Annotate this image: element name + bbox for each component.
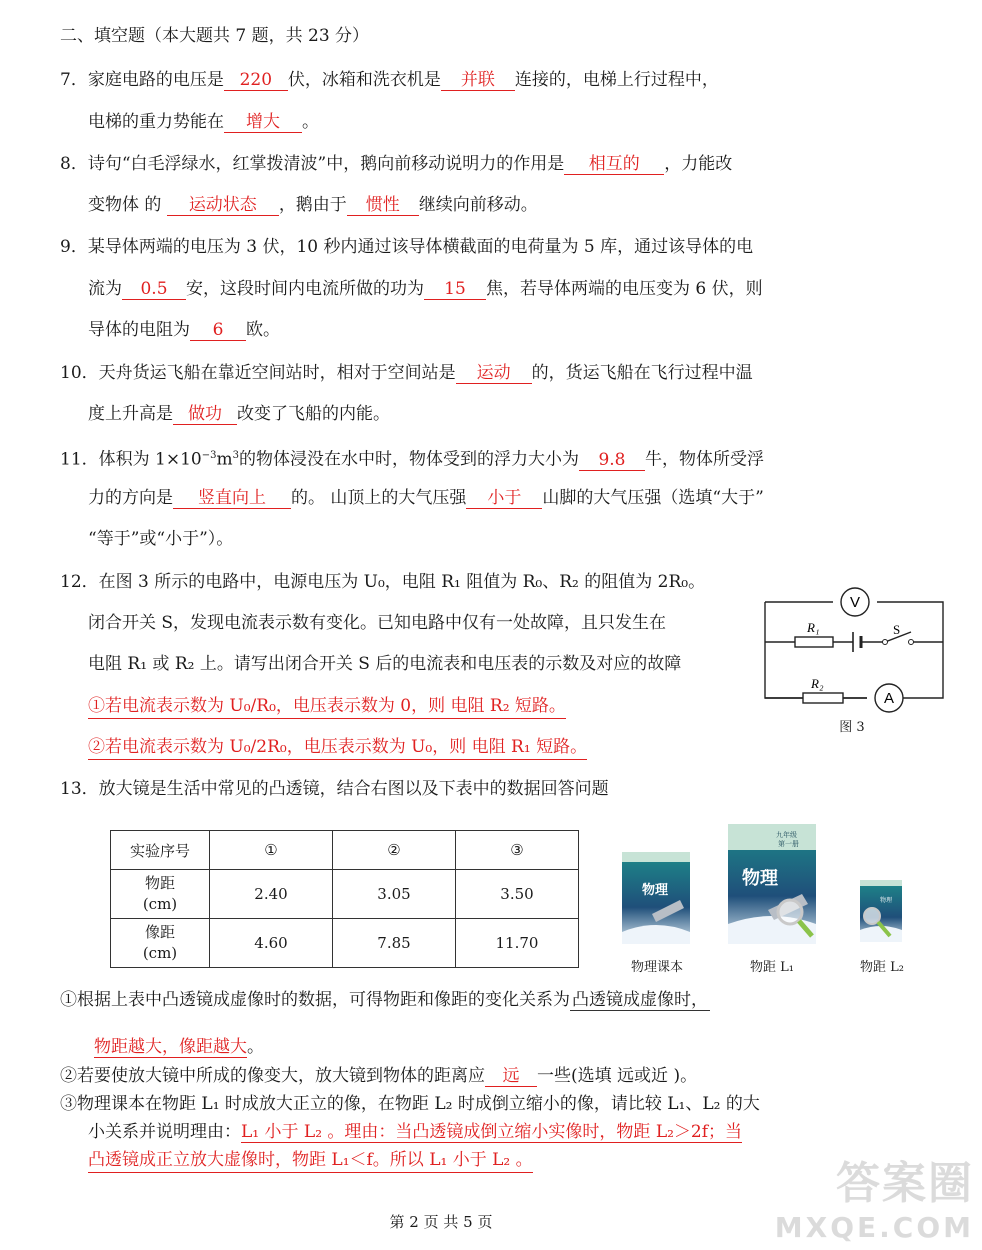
image-caption-l1: 物距 L₁ — [750, 960, 794, 975]
q8-answer-force: 相互的 — [564, 154, 664, 175]
book-title: 物理 — [742, 868, 778, 889]
resistor-r1-label: R₁ — [807, 620, 820, 635]
question-7-line-1 — [60, 68, 719, 92]
q10-answer-work: 做功 — [173, 404, 237, 425]
question-9-line-3 — [88, 318, 280, 342]
q13-part-3-line-1: ③物理课本在物距 L₁ 时成放大正立的像，在物距 L₂ 时成倒立缩小的像，请比较 L₁、L₂ 的大 — [60, 1094, 760, 1114]
row-label-unit: (cm) — [142, 895, 178, 913]
table-row — [111, 919, 579, 968]
small-textbook-image — [860, 880, 902, 942]
q9-text: 焦，若导体两端的电压变为 6 伏，则 — [486, 279, 763, 299]
switch-label: S — [893, 622, 901, 637]
book-grade-label: 九年级 — [776, 831, 797, 839]
table-row — [111, 870, 579, 919]
q9-text: 导体的电阻为 — [88, 320, 190, 340]
question-11-line-2 — [88, 486, 764, 510]
q13-part-2-text: 一些(选填 远或近 )。 — [537, 1066, 698, 1086]
table-cell: 3.05 — [333, 870, 456, 919]
q9-answer-work: 15 — [424, 279, 486, 300]
q12-answer-1: ①若电流表示数为 U₀/R₀，电压表示数为 0，则 电阻 R₂ 短路。 — [88, 694, 566, 719]
q13-part-1-end: 。 — [247, 1037, 264, 1057]
q11-text: 的物体浸没在水中时，物体受到的浮力大小为 — [238, 449, 579, 470]
table-cell: 7.85 — [333, 919, 456, 968]
table-cell: 3.50 — [456, 870, 579, 919]
q7-answer-voltage: 220 — [224, 70, 288, 91]
q7-text: 连接的，电梯上行过程中， — [514, 70, 719, 90]
q13-part-1-line-2 — [94, 1035, 264, 1059]
q11-text: 力的方向是 — [88, 488, 173, 508]
resistor-r2-label: R₂ — [811, 676, 824, 691]
q8-text: 变物体 的 — [88, 195, 162, 215]
q11-text: 山脚的大气压强（选填“大于” — [542, 488, 764, 508]
q13-part-1-text: ①根据上表中凸透镜成虚像时的数据，可得物距和像距的变化关系为 — [60, 990, 570, 1010]
table-header-cell: ② — [333, 831, 456, 870]
magnified-textbook-image — [728, 824, 816, 944]
q13-part-3-answer-2: 凸透镜成正立放大虚像时，物距 L₁＜f。所以 L₁ 小于 L₂ 。 — [88, 1148, 533, 1173]
resistor-r1 — [795, 637, 833, 647]
q7-text: 。 — [302, 112, 319, 132]
q11-exponent: 3 — [232, 450, 239, 461]
book-title: 物理 — [642, 883, 669, 898]
q10-text: 度上升高是 — [88, 404, 173, 424]
q13-part-1-answer-a: 凸透镜成虚像时， — [572, 990, 708, 1010]
earth-horizon — [728, 916, 816, 944]
watermark — [774, 1147, 974, 1242]
q7-answer-energy: 增大 — [224, 112, 302, 133]
switch-contact — [909, 640, 914, 645]
q7-text: 7．家庭电路的电压是 — [60, 70, 224, 90]
book-volume-label: 第一册 — [778, 840, 799, 848]
table-header-row — [111, 831, 579, 870]
book-top-band — [622, 852, 690, 862]
watermark-url: MXQE.COM — [774, 1211, 974, 1244]
q7-text: 电梯的重力势能在 — [88, 112, 224, 132]
question-10-line-1 — [60, 361, 753, 385]
q10-text: 改变了飞船的内能。 — [237, 404, 390, 424]
row-label-unit: (cm) — [142, 944, 178, 962]
q11-exponent: −3 — [201, 450, 217, 461]
magnifier-lens-icon — [864, 908, 880, 924]
q9-text: 安，这段时间内电流所做的功为 — [186, 279, 424, 299]
row-label-text: 物距 — [144, 874, 175, 892]
table-cell: 11.70 — [456, 919, 579, 968]
table-cell: 4.60 — [210, 919, 333, 968]
book-title-small: 物理 — [880, 897, 893, 904]
book-top-band — [728, 824, 816, 850]
page-footer: 第 2 页 共 5 页 — [389, 1213, 493, 1231]
question-10-line-2 — [88, 402, 390, 426]
q11-answer-direction: 竖直向上 — [173, 488, 291, 509]
question-7-line-2 — [88, 110, 319, 134]
q13-part-1-answer-b: 物距越大，像距越大 — [94, 1037, 247, 1057]
image-caption-textbook: 物理课本 — [630, 960, 683, 975]
q7-text: 伏，冰箱和洗衣机是 — [287, 70, 441, 90]
watermark-title: 答案圈 — [836, 1158, 974, 1209]
q13-part-2 — [60, 1064, 697, 1088]
q11-text: 的。 山顶上的大气压强 — [291, 488, 467, 508]
question-8-line-1 — [60, 152, 732, 176]
q9-answer-current: 0.5 — [122, 279, 186, 300]
q10-text: 10．天舟货运飞船在靠近空间站时，相对于空间站是 — [60, 363, 456, 383]
q11-answer-pressure: 小于 — [466, 488, 542, 509]
q10-text: 的，货运飞船在飞行过程中温 — [531, 363, 753, 383]
table-header-cell: 实验序号 — [111, 831, 210, 870]
q8-text: ，鹅由于 — [278, 195, 347, 215]
q7-answer-connection: 并联 — [441, 70, 515, 91]
q11-text: m — [216, 449, 233, 470]
question-13-intro: 13．放大镜是生活中常见的凸透镜，结合右图以及下表中的数据回答问题 — [60, 779, 609, 799]
image-caption-l2: 物距 L₂ — [860, 960, 904, 975]
q8-text: 8．诗句“白毛浮绿水，红掌拨清波”中，鹅向前移动说明力的作用是 — [60, 154, 565, 174]
section-heading: 二、填空题（本大题共 7 题，共 23 分） — [60, 26, 370, 46]
q8-text: 继续向前移动。 — [418, 195, 538, 215]
question-11-line-1 — [60, 444, 764, 472]
q10-answer-motion: 运动 — [456, 363, 532, 384]
q13-part-1-line-1 — [60, 988, 710, 1012]
question-12-line-1: 12．在图 3 所示的电路中，电源电压为 U₀，电阻 R₁ 阻值为 R₀、R₂ 的阻值为 2R₀。 — [60, 572, 706, 592]
q8-answer-inertia: 惯性 — [347, 195, 419, 216]
q11-answer-buoyancy: 9.8 — [579, 450, 645, 471]
q8-text: ，力能改 — [664, 154, 733, 174]
q13-part-2-answer: 远 — [485, 1066, 537, 1087]
q11-text: 牛，物体所受浮 — [644, 449, 764, 470]
question-9-line-1: 9．某导体两端的电压为 3 伏，10 秒内通过该导体横截面的电荷量为 5 库，通过该导体的电 — [60, 237, 754, 257]
q12-answer-2: ②若电流表示数为 U₀/2R₀，电压表示数为 U₀，则 电阻 R₁ 短路。 — [88, 735, 587, 760]
row-label — [111, 870, 210, 919]
question-12-line-2: 闭合开关 S，发现电流表示数有变化。已知电路中仅有一处故障，且只发生在 — [88, 613, 667, 633]
question-8-line-2 — [88, 193, 538, 217]
table-cell: 2.40 — [210, 870, 333, 919]
figure-3-caption: 图 3 — [839, 720, 865, 735]
voltmeter-label: V — [849, 594, 861, 611]
q13-part-2-text: ②若要使放大镜中所成的像变大，放大镜到物体的距离应 — [60, 1066, 485, 1086]
question-9-line-2 — [88, 277, 763, 301]
physics-textbook-image — [622, 852, 690, 944]
resistor-r2 — [803, 693, 843, 703]
question-11-line-3: “等于”或“小于”）。 — [88, 529, 234, 549]
q8-answer-state: 运动状态 — [167, 195, 279, 216]
q13-part-3-answer-1: L₁ 小于 L₂ 。理由：当凸透镜成倒立缩小实像时，物距 L₂＞2f；当 — [241, 1122, 743, 1142]
question-12-line-3: 电阻 R₁ 或 R₂ 上。请写出闭合开关 S 后的电流表和电压表的示数及对应的故障 — [88, 654, 682, 674]
data-table — [110, 830, 579, 968]
q13-part-3-line-2 — [88, 1120, 742, 1144]
switch-contact — [883, 640, 888, 645]
row-label-text: 像距 — [144, 923, 175, 941]
book-top-band — [860, 880, 902, 886]
q9-answer-resistance: 6 — [190, 320, 246, 341]
q11-text: 11．体积为 1×10 — [60, 449, 202, 470]
magnifier-lens-icon — [778, 900, 802, 924]
q9-text: 流为 — [88, 279, 122, 299]
row-label — [111, 919, 210, 968]
ammeter-label: A — [883, 690, 895, 707]
q9-text: 欧。 — [246, 320, 280, 340]
q13-part-3-text: 小关系并说明理由： — [88, 1122, 241, 1142]
table-header-cell: ③ — [456, 831, 579, 870]
table-header-cell: ① — [210, 831, 333, 870]
